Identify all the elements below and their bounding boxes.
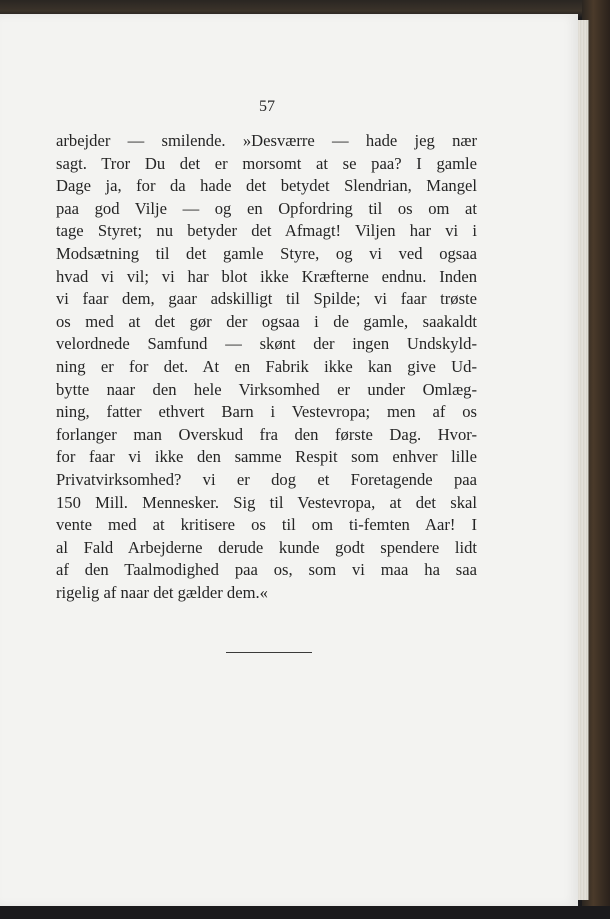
text-line: ning, fatter ethvert Barn i Vestevropa; men af os bbox=[56, 402, 477, 422]
text-line: al Fald Arbejderne derude kunde godt spendere lidt bbox=[56, 537, 477, 557]
text-line: bytte naar den hele Virksomhed er under Omlæg- bbox=[56, 379, 477, 399]
text-line: tage Styret; nu betyder det Afmagt! Viljen har vi i bbox=[56, 221, 477, 241]
text-line: vi faar dem, gaar adskilligt til Spilde; vi faar trøste bbox=[56, 289, 477, 309]
text-line: paa god Vilje — og en Opfordring til os om at bbox=[56, 198, 477, 218]
text-line: ning er for det. At en Fabrik ikke kan give Ud- bbox=[56, 356, 477, 376]
page-number: 57 bbox=[259, 98, 275, 115]
text-line: af den Taalmodighed paa os, som vi maa ha saa bbox=[56, 560, 477, 580]
text-line: velordnede Samfund — skønt der ingen Undskyld- bbox=[56, 334, 477, 354]
text-line: forlanger man Overskud fra den første Dag. Hvor- bbox=[56, 424, 477, 444]
text-line: vente med at kritisere os til om ti-femten Aar! I bbox=[56, 515, 477, 535]
text-line: Privatvirksomhed? vi er dog et Foretagende paa bbox=[56, 469, 477, 489]
text-line: Dage ja, for da hade det betydet Slendrian, Mangel bbox=[56, 176, 477, 196]
body-text bbox=[56, 130, 477, 604]
text-line: os med at det gør der ogsaa i de gamle, saakaldt bbox=[56, 311, 477, 331]
text-line: Modsætning til det gamle Styre, og vi ved ogsaa bbox=[56, 243, 477, 263]
text-line: arbejder — smilende. »Desværre — hade jeg nær bbox=[56, 131, 477, 150]
text-line: sagt. Tror Du det er morsomt at se paa? I gamle bbox=[56, 153, 477, 173]
section-end-rule bbox=[226, 652, 312, 653]
text-line: for faar vi ikke den samme Respit som enhver lille bbox=[56, 447, 477, 467]
text-line-last: rigelig af naar det gælder dem.« bbox=[56, 582, 268, 602]
book-page bbox=[0, 14, 578, 906]
text-line: hvad vi vil; vi har blot ikke Kræfterne endnu. Inden bbox=[56, 266, 477, 286]
bottom-edge bbox=[0, 906, 610, 919]
text-line: 150 Mill. Mennesker. Sig til Vestevropa, at det skal bbox=[56, 492, 477, 512]
